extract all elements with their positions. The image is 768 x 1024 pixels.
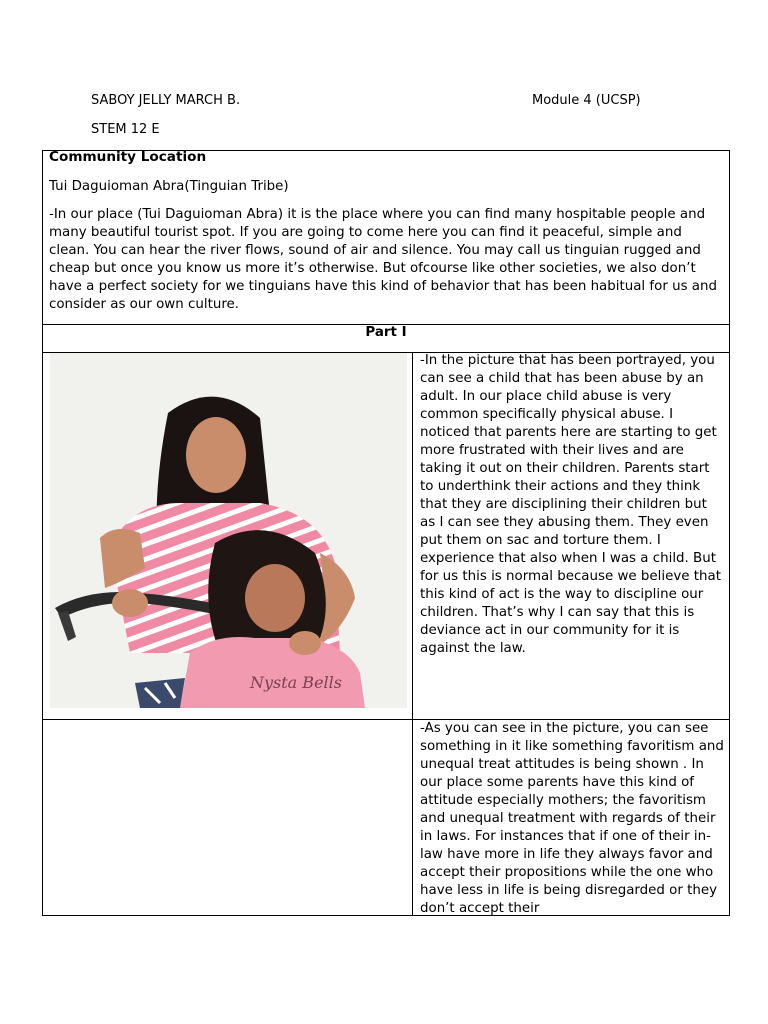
- community-location: Tui Daguioman Abra(Tinguian Tribe): [49, 179, 289, 194]
- module-label: Module 4 (UCSP): [532, 93, 641, 108]
- photo-illustration: [50, 353, 407, 708]
- community-heading: Community Location: [49, 149, 207, 165]
- part1-row2-text: -As you can see in the picture, you can see something in it like something favoritism and unequal treat attitudes is being shown . In our place some parents have this kind of attitude especially mothers; the favoritism and unequal treatment with regards of their in laws. For instances that if one of their in-law have more in life they always favor and accept their propositions while the one who have less in life is being disregarded or they don’t accept their: [420, 721, 724, 915]
- part-heading: Part I: [365, 325, 407, 340]
- section-label: STEM 12 E: [91, 122, 160, 137]
- photo: [50, 353, 407, 708]
- student-name: SABOY JELLY MARCH B.: [91, 93, 241, 108]
- shirt-text: Nysta Bells: [250, 673, 342, 692]
- part1-row1-text: -In the picture that has been portrayed, you can see a child that has been abuse by an adult. In our place child abuse is very common specifically physical abuse. I noticed that parents here are starting to get more frustrated with their lives and are taking it out on their children. Parents start to underthink their actions and they think that they are disciplining their children but as I can see they abusing them. They even put them on sac and torture them. I experience that also when I was a child. But for us this is normal because we believe that this kind of act is the way to discipline our children. That’s why I can say that this is deviance act in our community for it is against the law.: [420, 353, 721, 656]
- column-divider: [412, 352, 413, 916]
- community-description: -In our place (Tui Daguioman Abra) it is the place where you can find many hospitable people and many beautiful tourist spot. If you are going to come here you can find it peaceful, simple and clean. You can hear the river flows, sound of air and silence. You may call us tinguian rugged and cheap but once you know us more it’s otherwise. But ofcourse like other societies, we also don’t have a perfect society for we tinguians have this kind of behavior that has been habitual for us and consider as our own culture.: [49, 207, 717, 312]
